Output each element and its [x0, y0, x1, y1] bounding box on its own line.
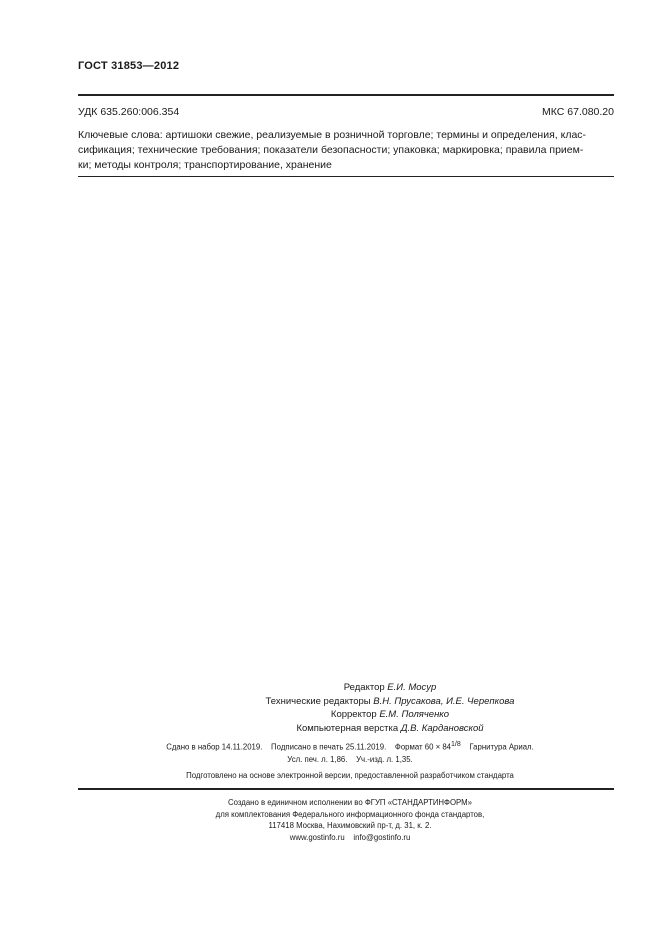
corrector-label: Корректор: [330, 709, 380, 720]
keywords-paragraph: [78, 128, 614, 173]
keywords-line: сификация; технические требования; показатели безопасности; упаковка; маркировка; правила прием-: [78, 144, 584, 156]
layout-label: Компьютерная верстка: [296, 722, 401, 734]
imprint-font: Гарнитура Ариал.: [460, 742, 534, 752]
footer-line: www.gostinfo.ru info@gostinfo.ru: [289, 832, 411, 842]
imprint-line-3: Подготовлено на основе электронной версии, предоставленной разработчиком стандарта: [186, 771, 514, 780]
editor-name: Е.И. Мосур: [387, 682, 437, 693]
footer-line: 117418 Москва, Нахимовский пр-т, д. 31, к. 2.: [268, 821, 432, 830]
imprint-line-1: [110, 741, 590, 752]
corrector-name: Е.М. Поляченко: [379, 709, 450, 720]
tech-editors-line: [190, 695, 590, 709]
tech-editors-names: В.Н. Прусакова, И.Е. Черепкова: [373, 695, 515, 707]
keywords-line: Ключевые слова: артишоки свежие, реализуемые в розничной торговле; термины и определения, клас-: [78, 129, 587, 141]
corrector-line: [190, 708, 590, 722]
footer-line: для комплектования Федерального информационного фонда стандартов,: [215, 809, 485, 819]
layout-line: [190, 722, 590, 736]
editor-line: [190, 681, 590, 695]
udk-code: УДК 635.260:006.354: [78, 106, 180, 118]
keywords-divider: [78, 176, 614, 177]
standard-code: ГОСТ 31853—2012: [78, 60, 180, 72]
top-divider: [78, 94, 614, 96]
editor-label: Редактор: [343, 682, 388, 693]
keywords-line: ки; методы контроля; транспортирование, хранение: [78, 159, 332, 171]
imprint-dates: Сдано в набор 14.11.2019. Подписано в печать 25.11.2019. Формат 60 × 84: [166, 742, 451, 752]
publisher-footer: [110, 797, 590, 843]
credits-block: [190, 681, 590, 735]
mks-code: МКС 67.080.20: [542, 106, 614, 118]
tech-editors-label: Технические редакторы: [265, 695, 374, 707]
imprint-line-2: Усл. печ. л. 1,86. Уч.-изд. л. 1,35.: [287, 755, 413, 764]
format-fraction: 1/8: [451, 741, 461, 748]
footer-divider: [78, 788, 614, 790]
layout-name: Д.В. Кардановской: [400, 722, 484, 734]
footer-line: Создано в единичном исполнении во ФГУП «СТАНДАРТИНФОРМ»: [228, 798, 472, 807]
